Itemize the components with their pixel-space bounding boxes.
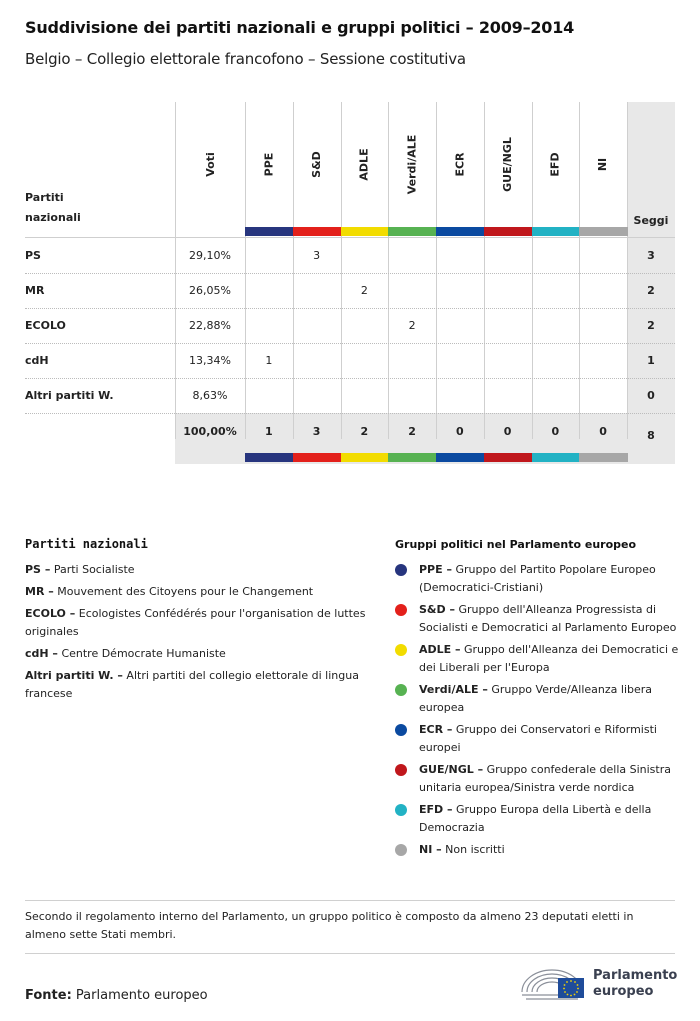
header-separator	[25, 237, 675, 238]
group-color-dot-icon	[395, 564, 407, 576]
party-legend-item	[25, 645, 370, 663]
row-party-name: MR	[25, 283, 45, 297]
footer-color-bar	[579, 453, 627, 462]
row-seat-cell: 2	[408, 318, 416, 332]
logo-line-2: europeo	[593, 984, 654, 999]
row-seat-cell: 3	[313, 248, 321, 262]
logo-line-1: Parlamento	[593, 968, 678, 983]
group-header-sd: S&D	[310, 151, 324, 178]
header-color-bar	[436, 227, 484, 236]
parties-legend	[25, 561, 370, 707]
group-legend-abbr: ADLE –	[419, 643, 461, 656]
grand-total-seggi: 8	[647, 429, 655, 442]
group-legend-abbr: S&D –	[419, 603, 455, 616]
party-legend-name: Mouvement des Citoyens pour le Changement	[57, 585, 314, 598]
parties-legend-title: Partiti nazionali	[25, 537, 148, 551]
group-color-dot-icon	[395, 724, 407, 736]
source-value: Parlamento europeo	[75, 988, 208, 1003]
row-divider	[25, 343, 675, 344]
header-color-bar	[341, 227, 389, 236]
group-legend-name: Gruppo del Partito Popolare Europeo (Democratici-Cristiani)	[419, 563, 656, 594]
group-legend-abbr: Verdi/ALE –	[419, 683, 488, 696]
group-legend-abbr: ECR –	[419, 723, 453, 736]
party-legend-abbr: Altri partiti W. –	[25, 669, 123, 682]
group-color-dot-icon	[395, 604, 407, 616]
groups-legend	[395, 561, 680, 863]
group-legend-name: Gruppo confederale della Sinistra unitaria europea/Sinistra verde nordica	[419, 763, 671, 794]
group-legend-item	[395, 561, 680, 597]
party-legend-name: Parti Socialiste	[53, 563, 135, 576]
group-legend-abbr: EFD –	[419, 803, 453, 816]
party-legend-item	[25, 667, 370, 703]
group-color-dot-icon	[395, 644, 407, 656]
seats-table	[25, 102, 675, 464]
row-seat-cell: 2	[360, 283, 368, 297]
total-seat-cell: 1	[265, 425, 273, 438]
page-subtitle: Belgio – Collegio elettorale francofono – Sessione costitutiva	[25, 50, 466, 68]
row-party-name: PS	[25, 248, 41, 262]
group-legend-item	[395, 601, 680, 637]
group-header-ni: NI	[596, 157, 610, 172]
logo-wordmark	[593, 968, 677, 1000]
row-divider	[25, 308, 675, 309]
row-vote-share: 8,63%	[192, 388, 228, 402]
group-legend-name: Gruppo dell'Alleanza dei Democratici e dei Liberali per l'Europa	[419, 643, 679, 674]
party-legend-item	[25, 561, 370, 579]
group-header-efd: EFD	[548, 152, 562, 177]
party-legend-item	[25, 605, 370, 641]
voti-column-header: Voti	[203, 152, 217, 177]
seggi-column-header: Seggi	[633, 214, 669, 227]
row-party-name: cdH	[25, 353, 49, 367]
row-seggi-total: 2	[647, 283, 655, 297]
group-color-dot-icon	[395, 844, 407, 856]
page-title: Suddivisione dei partiti nazionali e gruppi politici – 2009–2014	[25, 18, 575, 37]
groups-legend-title: Gruppi politici nel Parlamento europeo	[395, 538, 637, 551]
party-legend-abbr: ECOLO –	[25, 607, 76, 620]
note-top-divider	[25, 900, 675, 901]
group-color-dot-icon	[395, 684, 407, 696]
group-legend-name: Gruppo Europa della Libertà e della Democrazia	[419, 803, 652, 834]
party-legend-abbr: MR –	[25, 585, 54, 598]
total-seat-cell: 2	[360, 425, 369, 438]
party-legend-name: Centre Démocrate Humaniste	[61, 647, 226, 660]
group-legend-abbr: PPE –	[419, 563, 452, 576]
row-divider	[25, 273, 675, 274]
total-seat-cell: 0	[503, 425, 512, 438]
group-legend-name: Non iscritti	[445, 843, 505, 856]
party-legend-item	[25, 583, 370, 601]
footer-color-bar	[293, 453, 341, 462]
group-header-ecr: ECR	[453, 152, 467, 177]
group-legend-item	[395, 801, 680, 837]
hemicycle-icon	[520, 962, 588, 1004]
header-color-bar	[245, 227, 293, 236]
row-vote-share: 13,34%	[189, 353, 231, 367]
row-party-name: Altri partiti W.	[25, 388, 114, 402]
row-vote-share: 22,88%	[189, 318, 231, 332]
group-legend-item	[395, 681, 680, 717]
row-divider	[25, 378, 675, 379]
group-legend-item	[395, 841, 680, 859]
note-bottom-divider	[25, 953, 675, 954]
group-legend-abbr: NI –	[419, 843, 442, 856]
group-legend-abbr: GUE/NGL –	[419, 763, 484, 776]
header-color-bar	[579, 227, 627, 236]
group-color-dot-icon	[395, 804, 407, 816]
group-legend-name: Gruppo dei Conservatori e Riformisti europei	[419, 723, 657, 754]
group-legend-item	[395, 761, 680, 797]
row-seat-cell: 1	[265, 353, 273, 367]
group-header-guengl: GUE/NGL	[501, 137, 515, 192]
group-header-ppe: PPE	[262, 152, 276, 177]
row-seggi-total: 0	[647, 388, 655, 402]
footer-color-bar	[484, 453, 532, 462]
row-seggi-total: 3	[647, 248, 655, 262]
row-divider	[25, 413, 675, 414]
group-header-verdiale: Verdi/ALE	[405, 134, 419, 195]
footer-color-bar	[245, 453, 293, 462]
source-line	[25, 988, 208, 1003]
group-legend-item	[395, 721, 680, 757]
row-seggi-total: 1	[647, 353, 655, 367]
party-legend-name: Ecologistes Confédérés pour l'organisation de luttes originales	[25, 607, 366, 638]
group-legend-item	[395, 641, 680, 677]
total-seat-cell: 0	[551, 425, 560, 438]
footer-color-bar	[341, 453, 389, 462]
header-color-bar	[388, 227, 436, 236]
header-color-bar	[293, 227, 341, 236]
party-column-header: Partiti nazionali	[25, 191, 81, 224]
footer-color-bar	[436, 453, 484, 462]
party-legend-abbr: cdH –	[25, 647, 58, 660]
header-color-bar	[484, 227, 532, 236]
group-legend-name: Gruppo dell'Alleanza Progressista di Socialisti e Democratici al Parlamento Europeo	[419, 603, 677, 634]
note-text: Secondo il regolamento interno del Parlamento, un gruppo politico è composto da almeno 23 deputati eletti in almeno sette Stati membri.	[25, 910, 634, 941]
row-party-name: ECOLO	[25, 318, 66, 332]
total-seat-cell: 2	[408, 425, 416, 438]
footer-color-bar	[532, 453, 580, 462]
total-seat-cell: 0	[599, 425, 607, 438]
row-seggi-total: 2	[647, 318, 655, 332]
header-color-bar	[532, 227, 580, 236]
total-vote-share: 100,00%	[183, 425, 237, 438]
parliament-logo	[520, 962, 680, 1004]
footer-color-bar	[388, 453, 436, 462]
source-label: Fonte:	[25, 988, 72, 1003]
group-legend-name: Gruppo Verde/Alleanza libera europea	[419, 683, 653, 714]
total-seat-cell: 0	[456, 425, 464, 438]
group-header-adle: ADLE	[357, 148, 371, 181]
group-color-dot-icon	[395, 764, 407, 776]
total-seat-cell: 3	[312, 425, 321, 438]
party-legend-name: Altri partiti del collegio elettorale di lingua francese	[25, 669, 359, 700]
row-vote-share: 29,10%	[189, 248, 231, 262]
row-vote-share: 26,05%	[189, 283, 231, 297]
party-legend-abbr: PS –	[25, 563, 51, 576]
